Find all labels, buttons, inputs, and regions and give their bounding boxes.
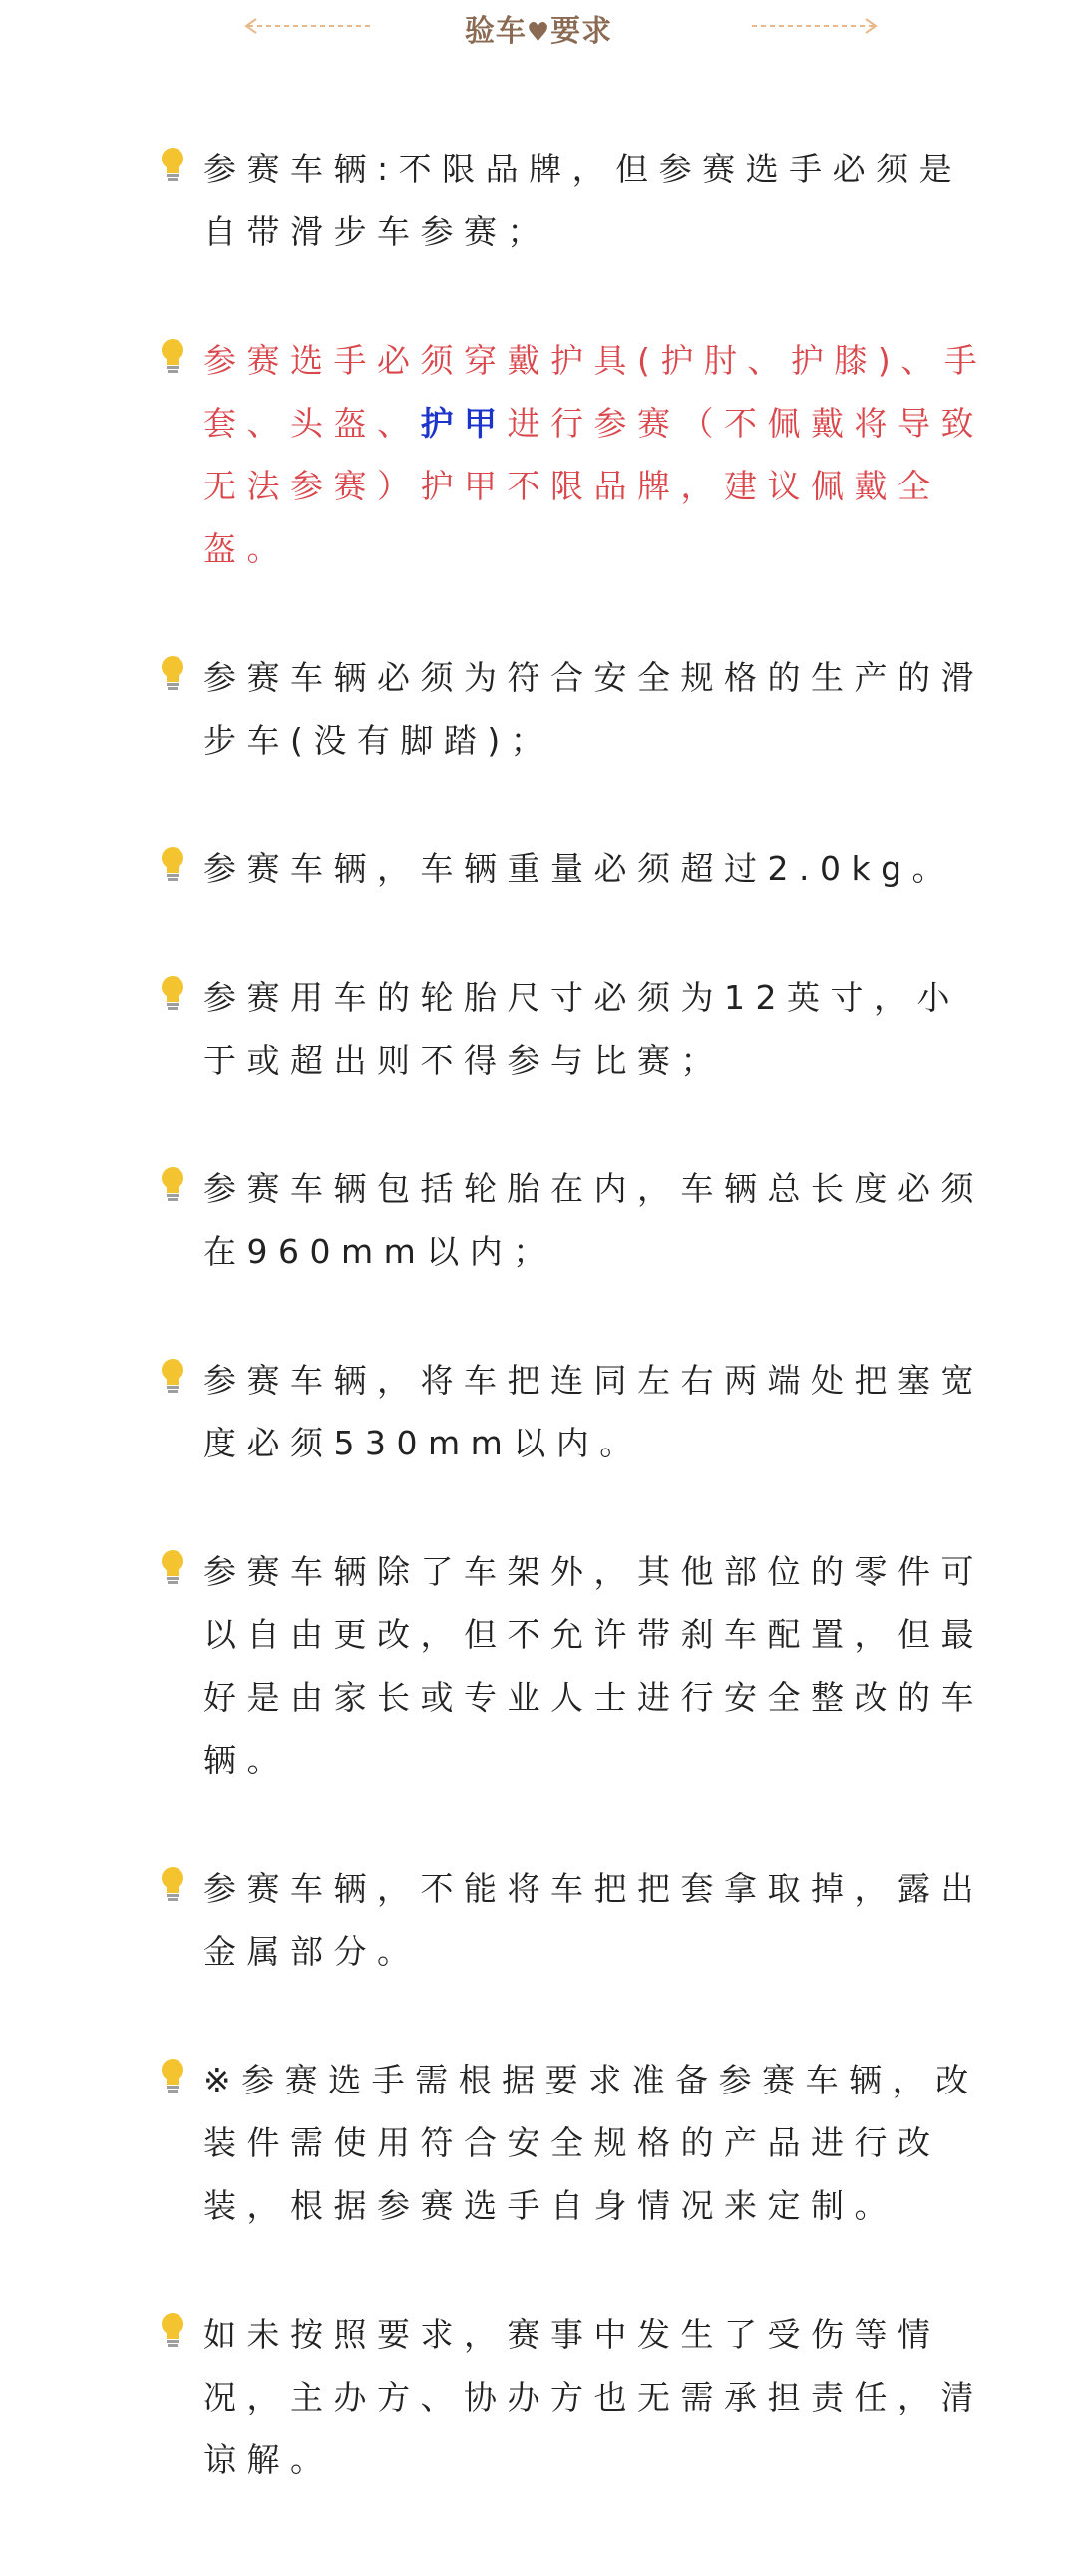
list-item — [160, 2049, 987, 2237]
list-item — [160, 2303, 987, 2491]
page-title — [0, 12, 1077, 53]
highlight-text: 护甲 — [420, 404, 508, 443]
item-text: 参赛车辆:不限品牌，但参赛选手必须是自带滑步车参赛； — [203, 150, 963, 251]
list-item — [160, 646, 987, 772]
list-item — [160, 1349, 987, 1474]
list-item — [160, 966, 987, 1092]
lightbulb-icon — [158, 974, 187, 1012]
warning-text-b: 进行参赛（不佩戴将导致无法参赛）护甲不限品牌，建议佩戴全盔。 — [203, 404, 984, 568]
item-text: 参赛车辆除了车架外，其他部位的零件可以自由更改，但不允许带刹车配置，但最好是由家长或专业人士进行安全整改的车辆。 — [203, 1552, 984, 1779]
title-part2: 要求 — [550, 14, 613, 49]
lightbulb-icon — [158, 1357, 187, 1395]
item-text: 参赛车辆包括轮胎在内，车辆总长度必须在960mm以内； — [203, 1169, 984, 1271]
item-text-warning — [203, 329, 1001, 580]
lightbulb-icon — [158, 654, 187, 692]
list-item — [160, 1540, 987, 1791]
lightbulb-icon — [158, 1165, 187, 1203]
lightbulb-icon — [158, 337, 187, 375]
lightbulb-icon — [158, 146, 187, 183]
section-header — [0, 0, 1077, 62]
item-text: 参赛车辆必须为符合安全规格的生产的滑步车(没有脚踏)； — [203, 658, 984, 760]
list-item — [160, 837, 987, 900]
heart-icon: ♥ — [526, 18, 551, 48]
item-text: 参赛车辆，车辆重量必须超过2.0kg。 — [203, 849, 956, 888]
lightbulb-icon — [158, 1548, 187, 1586]
list-item — [160, 329, 987, 580]
list-item — [160, 138, 987, 263]
title-part1: 验车 — [464, 14, 527, 49]
item-text: 参赛车辆，不能将车把把套拿取掉，露出金属部分。 — [203, 1869, 984, 1971]
lightbulb-icon — [158, 1865, 187, 1903]
item-text: 参赛车辆，将车把连同左右两端处把塞宽度必须530mm以内。 — [203, 1361, 984, 1462]
item-text: 如未按照要求，赛事中发生了受伤等情况，主办方、协办方也无需承担责任，清谅解。 — [203, 2315, 984, 2479]
lightbulb-icon — [158, 2311, 187, 2349]
list-item — [160, 1857, 987, 1983]
item-text: 参赛用车的轮胎尺寸必须为12英寸，小于或超出则不得参与比赛； — [203, 978, 960, 1080]
list-item — [160, 1157, 987, 1283]
warning-text-a: 参赛选手必须穿戴护具(护肘、护膝)、手套、头盔、 — [203, 341, 988, 443]
arrow-right-icon — [750, 16, 880, 36]
lightbulb-icon — [158, 845, 187, 883]
lightbulb-icon — [158, 2057, 187, 2094]
item-text: ※参赛选手需根据要求准备参赛车辆，改装件需使用符合安全规格的产品进行改装，根据参赛选手自身情况来定制。 — [203, 2061, 979, 2225]
requirements-list — [0, 138, 1077, 2557]
